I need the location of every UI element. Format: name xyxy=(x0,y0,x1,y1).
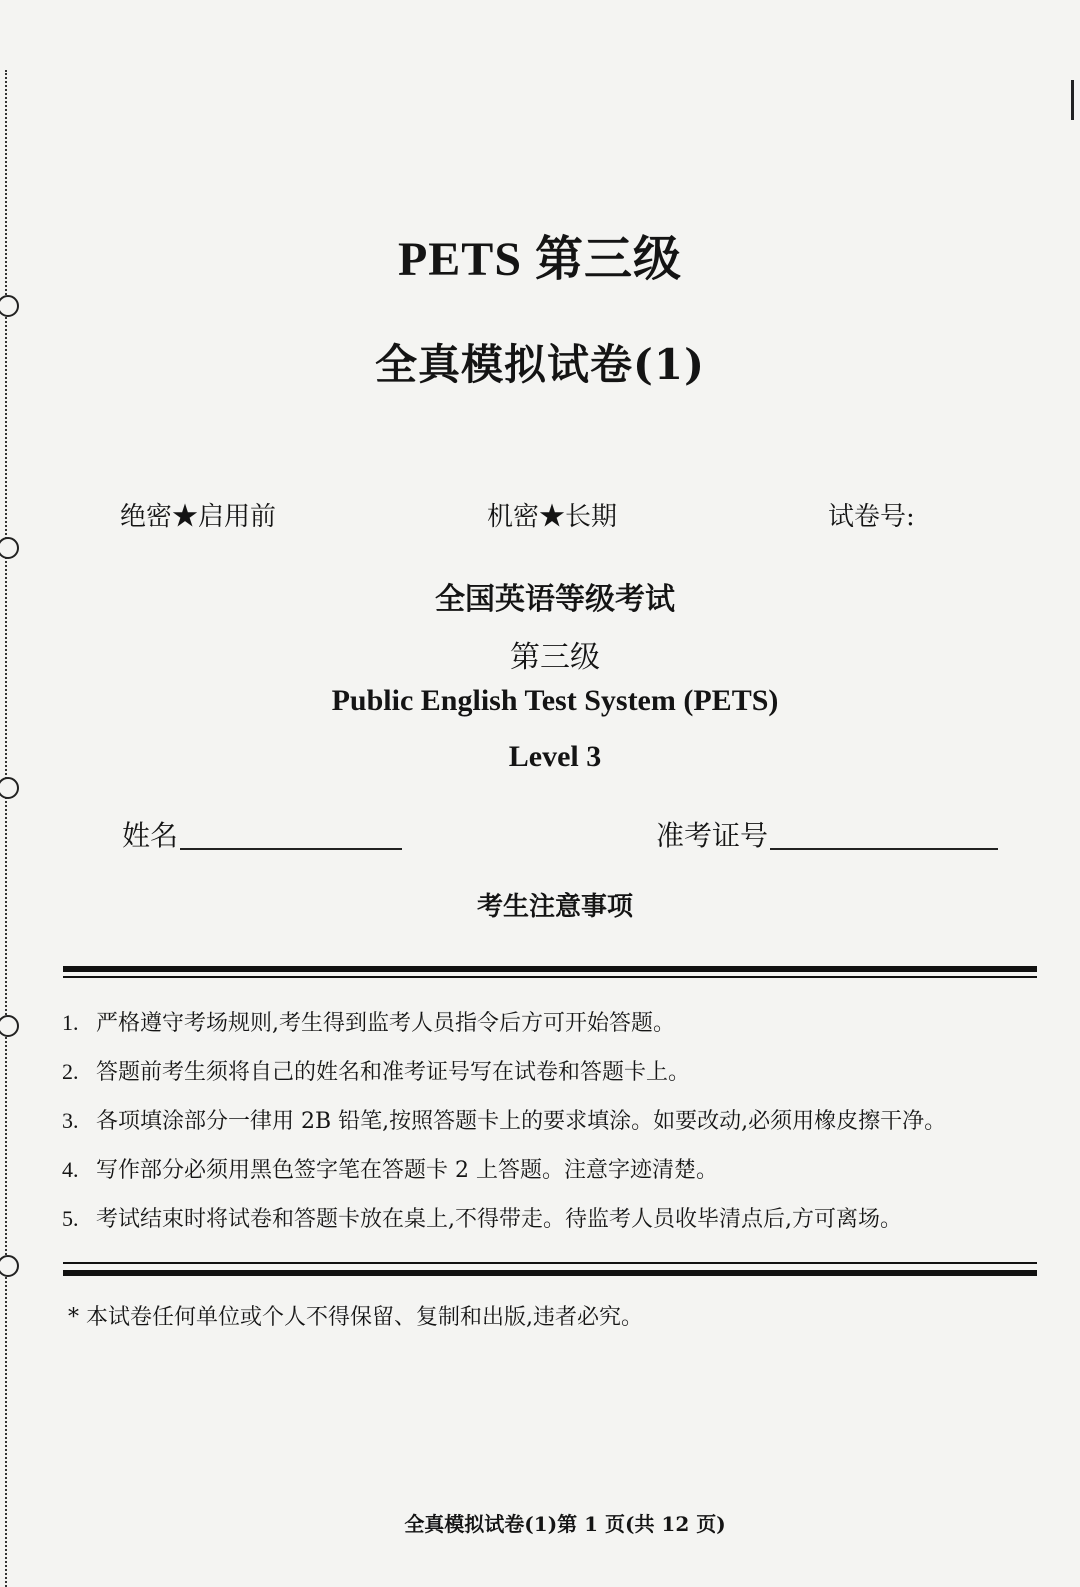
notice-bottom-rule xyxy=(63,1270,1037,1276)
notice-top-rule xyxy=(63,966,1037,972)
name-field-label: 姓名 xyxy=(122,819,179,852)
list-item: 5. 考试结束时将试卷和答题卡放在桌上,不得带走。待监考人员收毕清点后,方可离场。 xyxy=(62,1206,902,1232)
binding-hole-icon xyxy=(0,537,19,559)
list-item: 4. 写作部分必须用黑色签字笔在答题卡 2 上答题。注意字迹清楚。 xyxy=(62,1157,718,1183)
page-subtitle: 全真模拟试卷(1) xyxy=(375,340,705,389)
page-title: PETS 第三级 xyxy=(397,233,683,286)
classification-middle: 机密★长期 xyxy=(487,502,618,532)
page-footer: 全真模拟试卷(1)第 1 页(共 12 页) xyxy=(404,1512,726,1536)
notice-top-rule-thin xyxy=(63,976,1037,978)
binding-hole-icon xyxy=(0,777,19,799)
admission-id-blank-line[interactable] xyxy=(770,848,998,850)
admission-id-label: 准考证号 xyxy=(656,819,769,852)
scan-edge-mark xyxy=(1071,80,1074,120)
name-field[interactable] xyxy=(122,814,402,854)
exam-level-en: Level 3 xyxy=(508,740,602,773)
list-item: 1. 严格遵守考场规则,考生得到监考人员指令后方可开始答题。 xyxy=(62,1010,675,1036)
notice-list xyxy=(62,1006,1042,1251)
list-item: 3. 各项填涂部分一律用 2B 铅笔,按照答题卡上的要求填涂。如要改动,必须用橡皮擦干净。 xyxy=(62,1108,947,1134)
binding-hole-icon xyxy=(0,1255,19,1277)
admission-id-field[interactable] xyxy=(656,814,998,854)
binding-hole-icon xyxy=(0,1015,19,1037)
classification-left: 绝密★启用前 xyxy=(120,502,277,532)
binding-dotted-line xyxy=(5,70,7,1587)
name-blank-line[interactable] xyxy=(180,848,402,850)
notice-heading: 考生注意事项 xyxy=(476,892,633,922)
copyright-notice: * 本试卷任何单位或个人不得保留、复制和出版,违者必究。 xyxy=(68,1305,643,1330)
notice-bottom-rule-thin xyxy=(63,1262,1037,1264)
list-item: 2. 答题前考生须将自己的姓名和准考证号写在试卷和答题卡上。 xyxy=(62,1059,691,1085)
paper-number-label: 试卷号: xyxy=(828,502,915,532)
exam-level-cn: 第三级 xyxy=(510,640,600,675)
exam-name-cn: 全国英语等级考试 xyxy=(435,582,675,617)
binding-hole-icon xyxy=(0,295,19,317)
exam-name-en: Public English Test System (PETS) xyxy=(331,684,779,717)
